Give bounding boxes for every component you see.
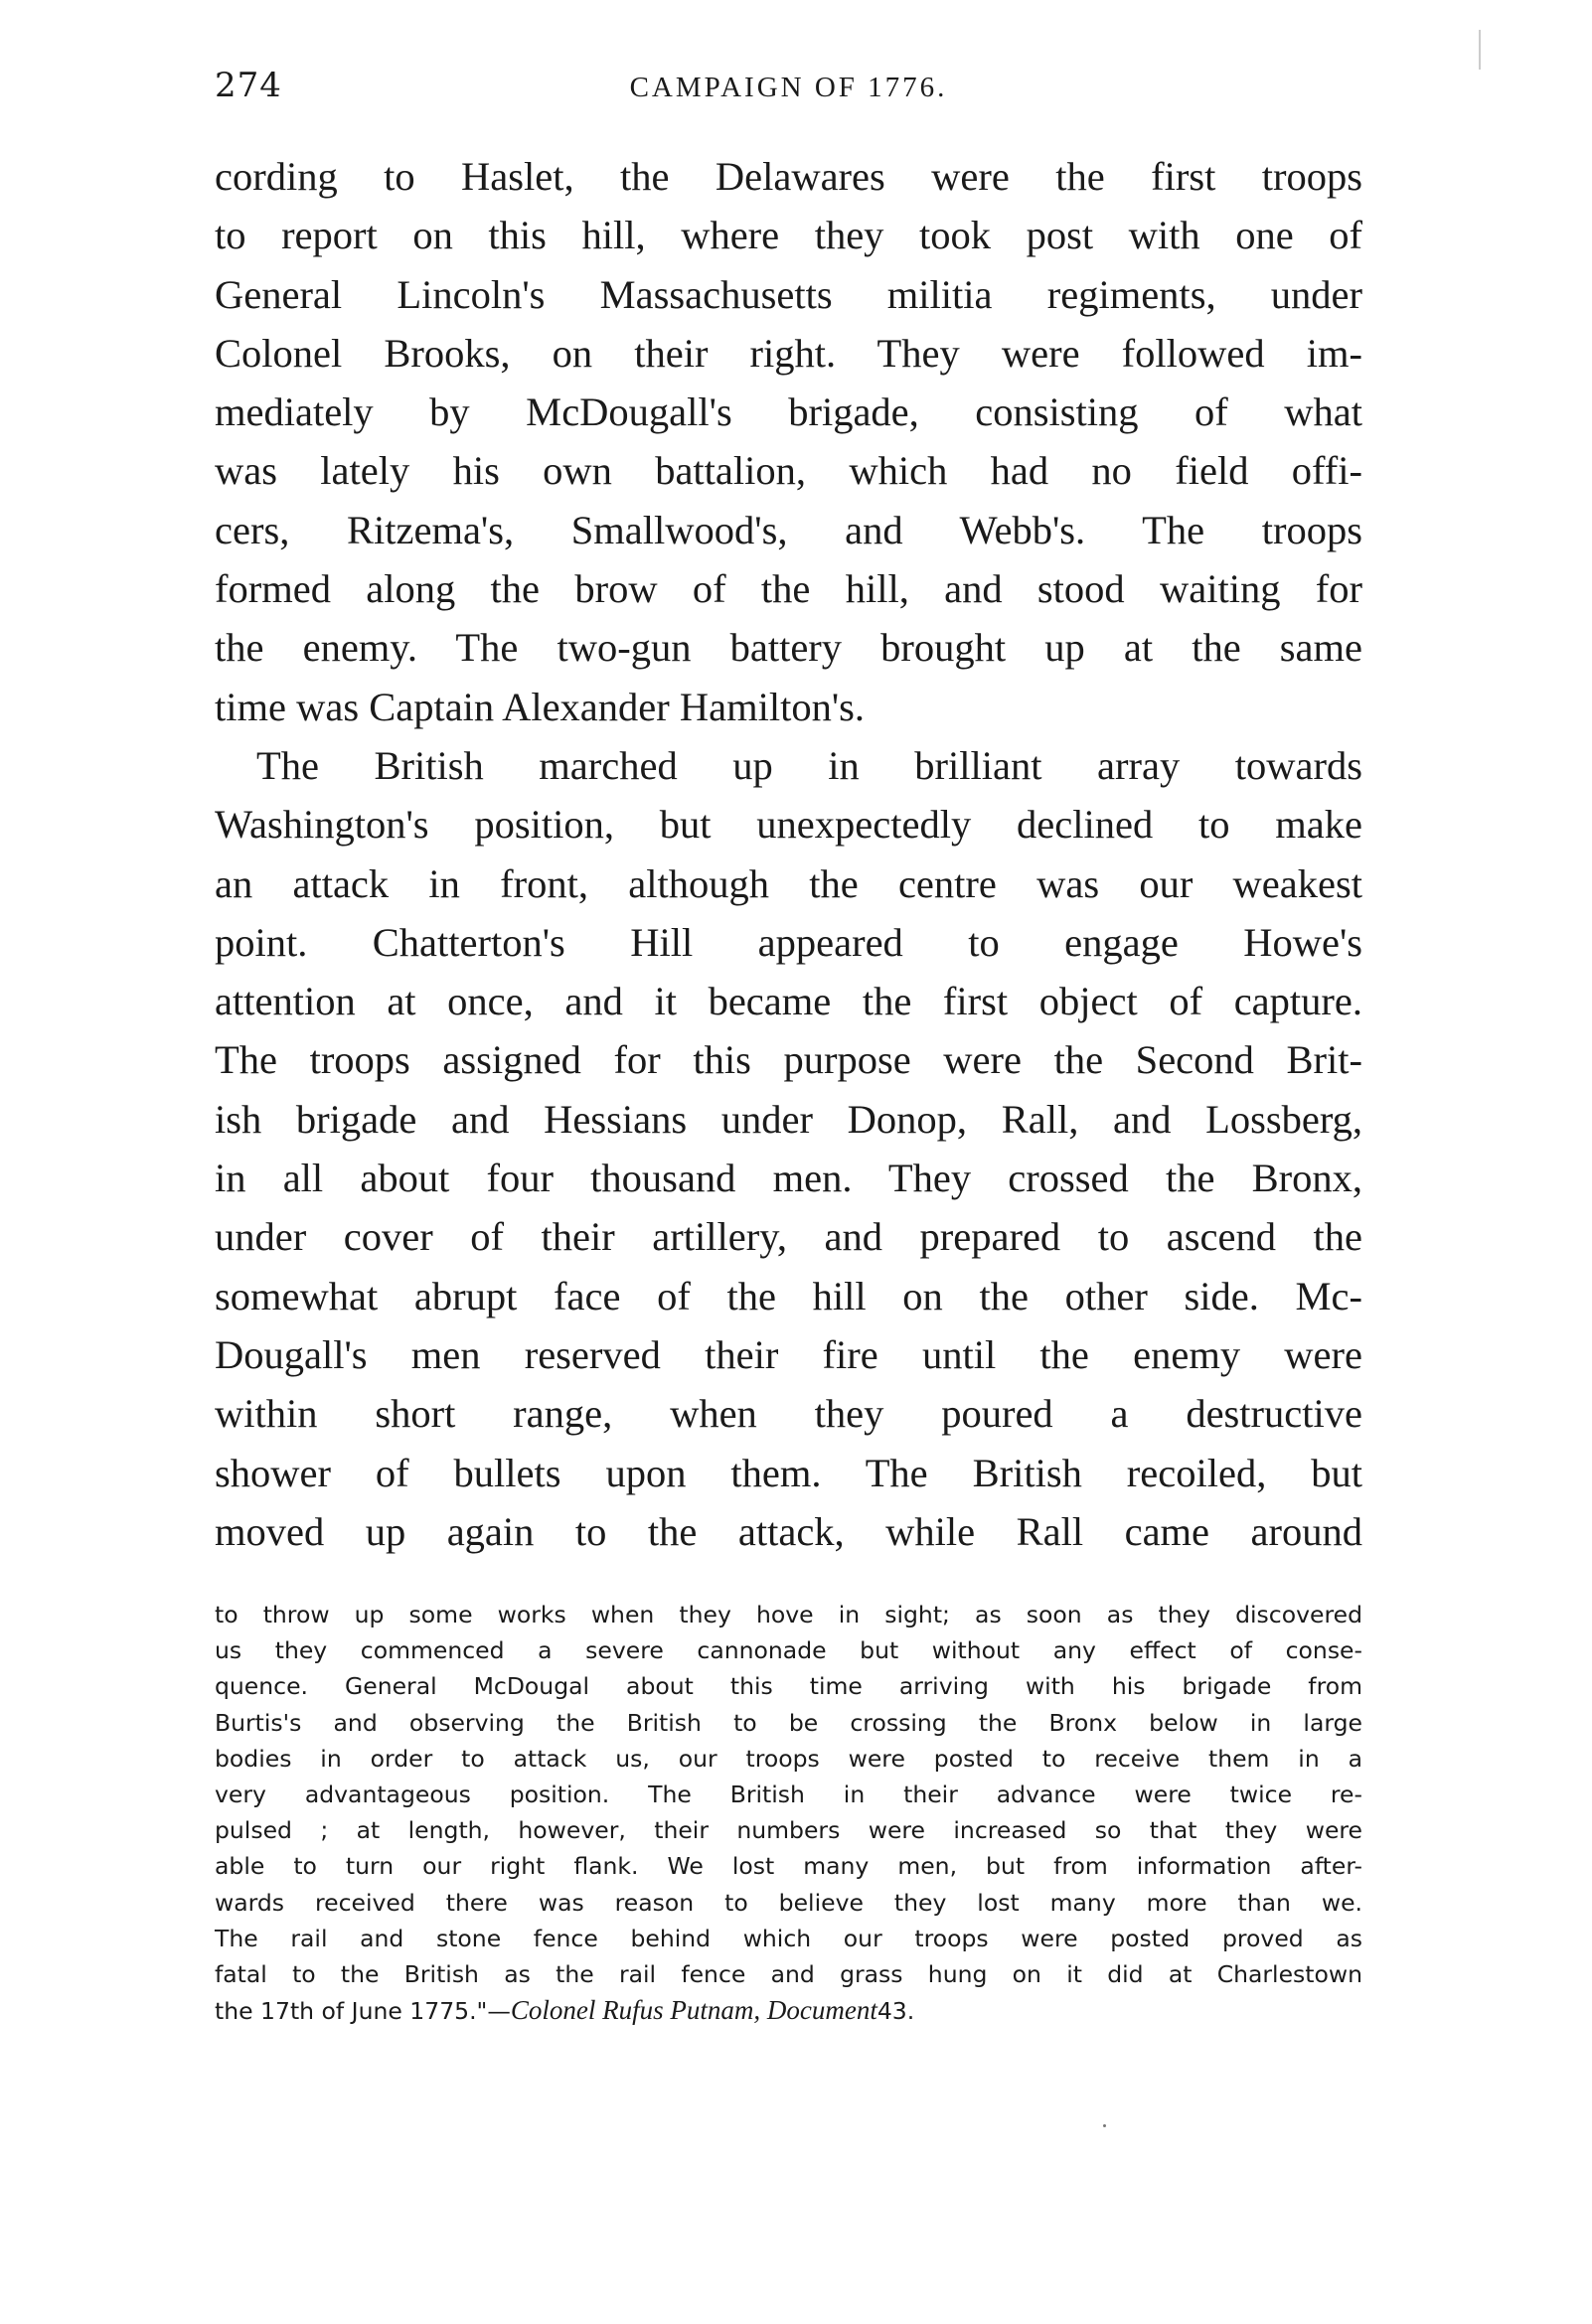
- text-line: shower of bullets upon them. The British recoiled, but: [215, 1450, 1362, 1495]
- text-line: Dougall's men reserved their fire until the enemy were: [215, 1331, 1362, 1377]
- text-line: to report on this hill, where they took post with one of: [215, 213, 1362, 258]
- text-line: time was Captain Alexander Hamilton's.: [215, 684, 866, 729]
- footnote-line: fatal to the British as the rail fence and grass hung on it did at Charlestown: [215, 1959, 1362, 1988]
- main-text: [215, 147, 1362, 1561]
- footnote-line: The rail and stone fence behind which our troops were posted proved as: [215, 1924, 1362, 1952]
- footnote-line: very advantageous position. The British in their advance were twice re-: [215, 1780, 1362, 1808]
- text-line: The troops assigned for this purpose were the Second Brit-: [215, 1037, 1362, 1083]
- footnote-line: wards received there was reason to believe they lost many more than we.: [215, 1888, 1362, 1917]
- footnote-last-line: [215, 1992, 1362, 2028]
- footnote-attribution-number: 43.: [876, 1997, 915, 2026]
- text-line: an attack in front, although the centre was our weakest: [215, 860, 1362, 906]
- text-line: cers, Ritzema's, Smallwood's, and Webb's. The troops: [215, 507, 1362, 552]
- text-line: the enemy. The two-gun battery brought up at the same: [215, 625, 1362, 671]
- text-line: cording to Haslet, the Delawares were the first troops: [215, 154, 1362, 199]
- page-header: [215, 66, 1362, 125]
- footnote-line: pulsed ; at length, however, their numbers were increased so that they were: [215, 1816, 1362, 1845]
- footnote-line: quence. General McDougal about this time arriving with his brigade from: [215, 1672, 1362, 1701]
- footnote-line: able to turn our right flank. We lost many men, but from information after-: [215, 1852, 1362, 1881]
- text-line: Colonel Brooks, on their right. They were followed im-: [215, 330, 1362, 376]
- text-line: ish brigade and Hessians under Donop, Rall, and Lossberg,: [215, 1096, 1362, 1142]
- text-line: point. Chatterton's Hill appeared to engage Howe's: [215, 919, 1362, 965]
- text-line: under cover of their artillery, and prepared to ascend the: [215, 1214, 1362, 1260]
- footnote-attribution: Colonel Rufus Putnam, Document: [510, 1995, 877, 2026]
- footnote-line: Burtis's and observing the British to be crossing the Bronx below in large: [215, 1708, 1362, 1737]
- text-line: Washington's position, but unexpectedly declined to make: [215, 802, 1362, 848]
- text-line: attention at once, and it became the first object of capture.: [215, 979, 1362, 1024]
- running-head: CAMPAIGN OF 1776.: [629, 72, 948, 103]
- edge-mark: [1479, 30, 1481, 70]
- text-line: moved up again to the attack, while Rall came around: [215, 1508, 1362, 1554]
- text-line: in all about four thousand men. They crossed the Bronx,: [215, 1156, 1362, 1201]
- text-line: The British marched up in brilliant array towards: [256, 742, 1362, 788]
- text-line: mediately by McDougall's brigade, consisting of what: [215, 389, 1362, 435]
- text-line: formed along the brow of the hill, and stood waiting for: [215, 566, 1362, 612]
- print-speck: [1103, 2124, 1106, 2127]
- footnote-line: to throw up some works when they hove in sight; as soon as they discovered: [215, 1601, 1362, 1628]
- page-number: 274: [215, 66, 282, 105]
- footnote-text: the 17th of June 1775."—: [215, 1997, 511, 2026]
- footnote-line: us they commenced a severe cannonade but without any effect of conse-: [215, 1636, 1362, 1665]
- text-line: within short range, when they poured a destructive: [215, 1391, 1362, 1437]
- text-line: somewhat abrupt face of the hill on the other side. Mc-: [215, 1273, 1362, 1318]
- text-line: was lately his own battalion, which had no field offi-: [215, 448, 1362, 494]
- text-line: General Lincoln's Massachusetts militia regiments, under: [215, 271, 1362, 317]
- footnote: [215, 1597, 1362, 2028]
- footnote-line: bodies in order to attack us, our troops were posted to receive them in a: [215, 1744, 1362, 1773]
